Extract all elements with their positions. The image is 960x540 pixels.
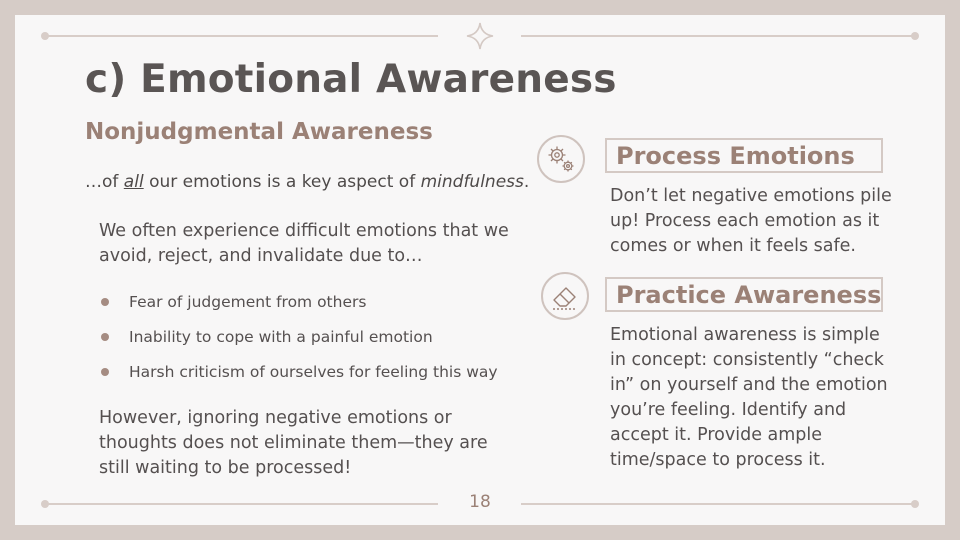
list-item-text: Fear of judgement from others [129,293,367,311]
list-item [99,326,498,361]
intro-emphasis: all [123,172,144,192]
intro-line [85,172,529,192]
card-heading-process: Process Emotions [616,142,855,170]
paragraph-conclusion: However, ignoring negative emotions or thoughts does not eliminate them—they are still waiting to be processed! [99,408,488,478]
card-text-practice: Emotional awareness is simple in concept: consistently “check in” on yourself and the emotion you’re feeling. Identify and accept it. Provide ample time/space to process it. [610,325,888,470]
paragraph-avoidance: We often experience difficult emotions that we avoid, reject, and invalidate due to… [99,221,509,266]
slide-title: c) Emotional Awareness [85,57,617,102]
section-subtitle: Nonjudgmental Awareness [85,119,433,145]
bullet-dot [101,298,109,306]
intro-suffix: . [523,172,530,192]
top-rule-right [521,35,914,37]
bottom-rule-right [521,503,914,505]
bottom-rule-left [45,503,438,505]
card-heading-practice: Practice Awareness [616,281,882,309]
rule-dot-bottom-right [911,500,919,508]
intro-middle: our emotions is a key aspect of [143,172,421,192]
gears-icon [545,143,577,175]
card-text-process: Don’t let negative emotions pile up! Process each emotion as it comes or when it feels safe. [610,186,892,256]
bullet-dot [101,333,109,341]
intro-term: mindfulness [420,172,524,192]
list-item-text: Harsh criticism of ourselves for feeling this way [129,363,498,381]
slide [15,15,945,525]
top-rule-left [45,35,438,37]
intro-prefix: …of [85,172,124,192]
eraser-icon-circle [541,272,589,320]
bullet-dot [101,368,109,376]
card-heading-box-process [605,138,883,173]
list-item-text: Inability to cope with a painful emotion [129,328,433,346]
bullet-list [99,291,498,396]
page-number: 18 [469,492,491,512]
list-item [99,291,498,326]
list-item [99,361,498,396]
card-heading-box-practice [605,277,883,312]
gears-icon-circle [537,135,585,183]
eraser-icon [549,280,581,312]
rule-dot-top-right [911,32,919,40]
sparkle-icon [466,22,494,50]
